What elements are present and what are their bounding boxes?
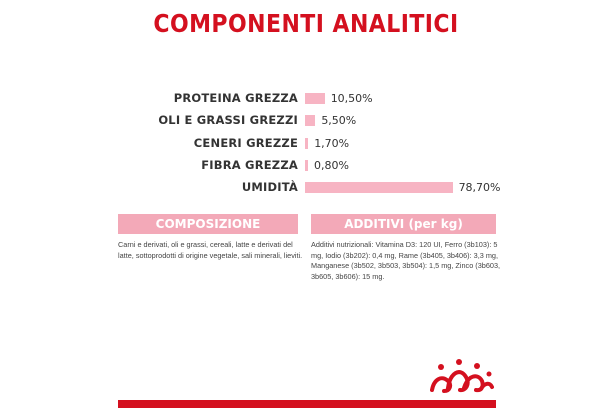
additivi-text — [311, 240, 501, 282]
composizione-text — [118, 240, 308, 261]
chart-category-label: UMIDITÀ — [241, 180, 298, 195]
chart-category-label: PROTEINA GREZZA — [173, 91, 298, 105]
brand-footer-bar — [118, 400, 496, 408]
chart-value-label: 10,50% — [330, 92, 373, 105]
chart-value-label: 5,50% — [321, 114, 357, 128]
additivi-line: 3b605, 3b606): 15 mg. — [311, 271, 385, 281]
additivi-line: Manganese (3b502, 3b503, 3b504): 1,5 mg, Zinco (3b603, — [311, 261, 501, 270]
page-title: COMPONENTI ANALITICI — [153, 9, 459, 38]
chart-bar — [305, 115, 315, 126]
additivi-heading: ADDITIVI (per kg) — [311, 214, 496, 234]
chart-value-label: 0,80% — [314, 158, 349, 172]
chart-category-label: CENERI GREZZE — [193, 135, 298, 150]
additivi-line: Additivi nutrizionali: Vitamina D3: 120 UI, Ferro (3b103): 5 — [311, 240, 498, 249]
chart-value-label: 1,70% — [314, 136, 350, 150]
chart-bar — [305, 93, 325, 104]
analytic-components-chart — [0, 0, 612, 200]
additivi-line: mg, Iodio (3b202): 0,4 mg, Rame (3b405, 3b406): 3,3 mg, — [311, 250, 498, 260]
chart-bar — [305, 138, 308, 149]
chart-category-label: OLI E GRASSI GREZZI — [158, 113, 298, 128]
chart-category-label: FIBRA GREZZA — [201, 157, 298, 172]
composizione-line: latte, sottoprodotti di origine vegetale, sali minerali, lieviti. — [118, 250, 303, 260]
composizione-line: Carni e derivati, oli e grassi, cereali, latte e derivati del — [118, 240, 293, 249]
royal-crown-icon — [426, 357, 496, 397]
chart-bar — [305, 182, 453, 193]
composizione-heading: COMPOSIZIONE — [118, 214, 298, 234]
chart-bar — [305, 160, 308, 171]
chart-value-label: 78,70% — [458, 181, 501, 195]
